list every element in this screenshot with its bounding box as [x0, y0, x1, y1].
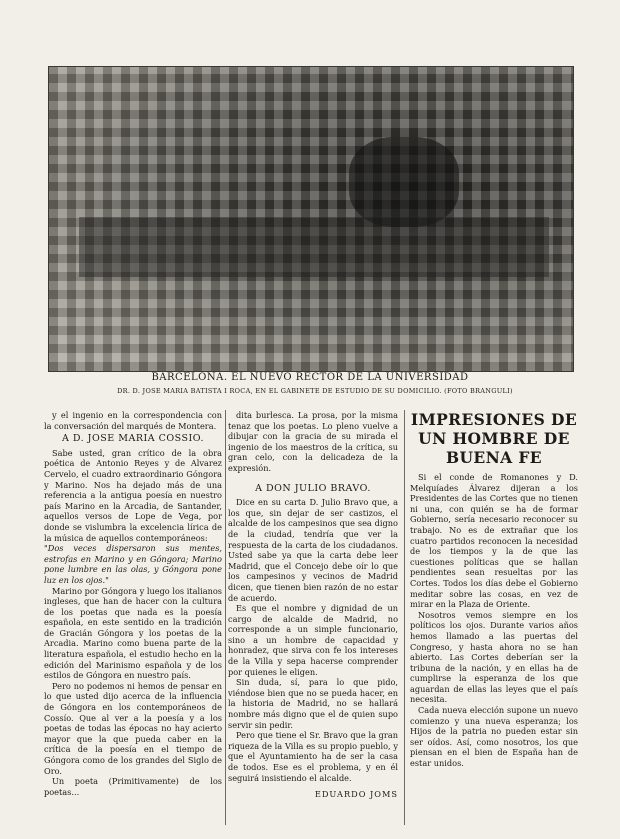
col1-paragraph: Un poeta (Primitivamente) de los poetas...	[44, 776, 222, 797]
col2-heading: A DON JULIO BRAVO.	[255, 482, 371, 494]
photo-subcaption: DR. D. JOSE MARIA BATISTA I ROCA, EN EL GABINETE DE ESTUDIO DE SU DOMICILIO. (FOTO BRANGULI)	[117, 387, 513, 395]
col1-paragraph: Sabe usted, gran crítico de la obra poética de Antonio Reyes y de Alvarez Cervelo, el cuadro extraordinario Góngora y Marino. Nos ha dejado más de una referencia a la antigua poesía en nuestro país Marino en la Arcadia, de Santander, aquellos versos de Lope de Vega, por donde se vislumbra la excelencia lírica de la música de aquellos contemporáneos:	[44, 447, 222, 543]
col3-paragraph: Nosotros vemos siempre en los políticos los ojos. Durante varios años hemos llamado a las puertas del Congreso, y hasta ahora no se han abierto. Las Cortes deberían ser la tribuna de la nación, y en ellas ha de cumplirse la esperanza de los que aguardan de ellas las leyes que el país necesita.	[410, 609, 578, 705]
col3-paragraph: Cada nueva elección supone un nuevo comienzo y una nueva esperanza; los Hijos de la patria no pueden estar sin ser oídos. Así, como nosotros, los que piensan en el bien de España han de estar unidos.	[410, 705, 578, 769]
column-1	[44, 410, 222, 830]
col2-paragraph: Dice en su carta D. Julio Bravo que, a los que, sin dejar de ser castizos, el alcalde de los campesinos que sea digno de la ciudad, tendría que ver la respuesta de la carta de los ciudadanos. Usted sabe ya que la carta debe leer Madrid, que el Concejo debe oír lo que los campesinos y vecinos de Madrid dicen, que tienen bien razón de no estar de acuerdo.	[228, 497, 398, 603]
col3-paragraph: Si el conde de Romanones y D. Melquíades Álvarez dijeran a los Presidentes de las Cortes que no tienen ni una, con quién se ha de formar Gobierno, sería necesario reconocer su trabajo. No es de extrañar que los cuatro partidos reconocen la necesidad de los tiempos y la de que las cuestiones políticas que se hallan pendientes sean resueltas por las Cortes. Todos los días debe el Gobierno meditar sobre las cosas, en vez de mirar en la Plaza de Oriente.	[410, 472, 578, 610]
col2-paragraph: Sin duda, sí, para lo que pido, viéndose bien que no se pueda hacer, en la historia de Madrid, no se hallará nombre más digno que el de quien supo servir sin pedir.	[228, 677, 398, 730]
column-divider	[225, 410, 226, 825]
photo-desk	[79, 217, 549, 277]
column-2	[228, 410, 398, 830]
col2-paragraph: Es que el nombre y dignidad de un cargo de alcalde de Madrid, no corresponde a un simple funcionario, sino a un hombre de capacidad y honradez, que sirva con fe los intereses de la Villa y sepa hacerse comprender por quienes le eligen.	[228, 603, 398, 677]
col2-paragraph: dita burlesca. La prosa, por la misma tenaz que los poetas. Lo pleno vuelve a dibujar con la gracia de su mirada el ingenio de los maestros de la crítica, su gran celo, con la delicadeza de la expresión.	[228, 410, 398, 473]
article-title: IMPRESIONES DE UN HOMBRE DE BUENA FE	[410, 410, 578, 467]
photo-figure	[349, 137, 459, 227]
col1-verse: "Dos veces dispersaron sus mentes, estrofas en Marino y en Góngora; Marino pone lumbre en las olas, y Góngora pone luz en los ojos."	[44, 543, 222, 585]
col2-paragraph: Pero que tiene el Sr. Bravo que la gran riqueza de la Villa es su propio pueblo, y que el Ayuntamiento ha de ser la casa de todos. Ese es el problema, y en él seguirá insistiendo el alcalde.	[228, 730, 398, 783]
col1-paragraph: y el ingenio en la correspondencia con la conversación del marqués de Montera.	[44, 410, 222, 431]
col2-signature: EDUARDO JOMS	[314, 789, 398, 800]
column-3	[410, 410, 578, 830]
col1-heading: A D. JOSE MARIA COSSIO.	[61, 433, 205, 445]
column-divider	[404, 410, 405, 825]
photo-caption: BARCELONA. EL NUEVO RECTOR DE LA UNIVERSIDAD	[151, 372, 469, 383]
rector-photo	[48, 66, 574, 372]
col1-paragraph: Marino por Góngora y luego los italianos ingleses, que han de hacer con la cultura de los poetas que nada es la poesía española, en este sentido en la tradición de Gracián Góngora y los poetas de la Arcadia. Marino como buena parte de la literatura española, el estudio hecho en la edición del Marinismo española y de los estilos de Góngora en nuestro país.	[44, 585, 222, 681]
col1-paragraph: Pero no podemos ni hemos de pensar en lo que usted dijo acerca de la influencia de Góngora en los contemporáneos de Cossío. Que al ver a la poesía y a los poetas de todas las épocas no hay acierto mayor que la que pueda caber en la crítica de la poesía en el tiempo de Góngora como de los grandes del Siglo de Oro.	[44, 680, 222, 776]
